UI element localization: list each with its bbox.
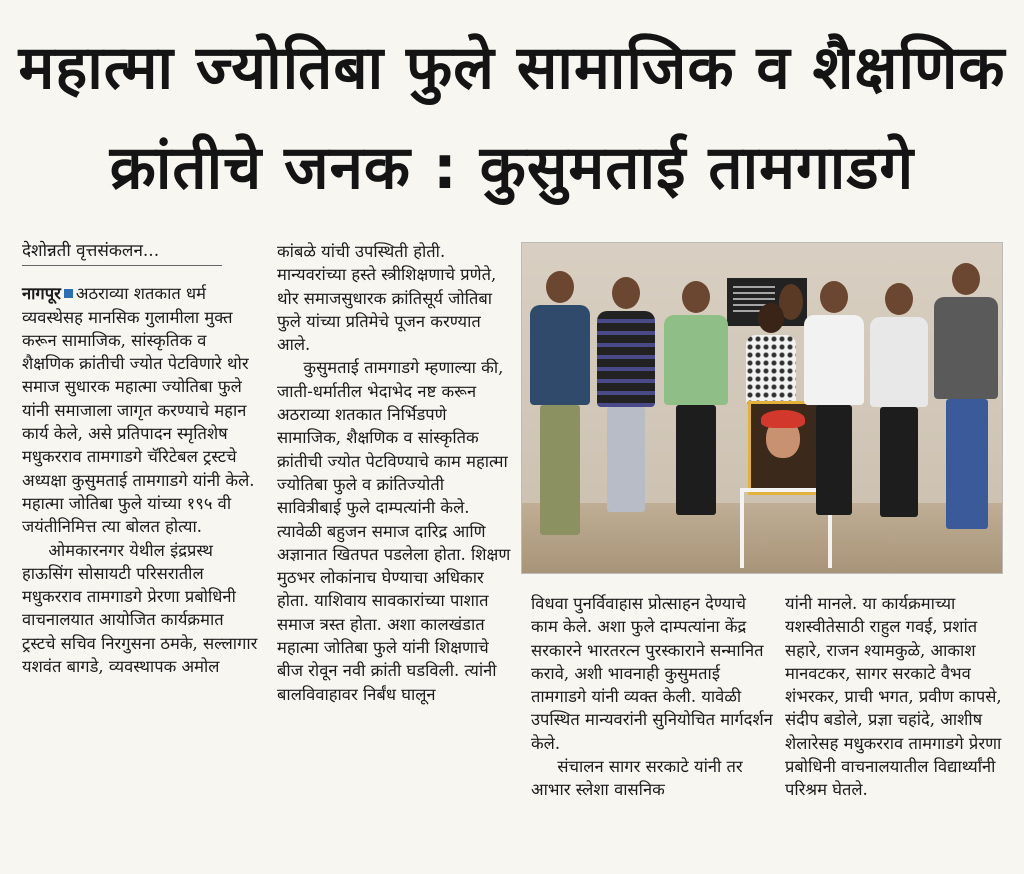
article-column-3: [531, 592, 773, 802]
article-paragraph: यांनी मानले. या कार्यक्रमाच्या यशस्वीतेसाठी राहुल गवई, प्रशांत सहारे, राजन श्यामकुळे, आकाश मानवटकर, सागर सरकाटे वैभव शंभरकर, प्राची भगत, प्रवीण कापसे, संदीप बडोले, प्रज्ञा चहांदे, आशीष शेलारेसह मधुकरराव तामगाडगे प्रेरणा प्रबोधिनी वाचनालयातील विद्यार्थ्यांनी परिश्रम घेतले.: [785, 594, 1002, 800]
person-figure: [530, 271, 590, 561]
article-paragraph: ओमकारनगर येथील इंद्रप्रस्थ हाऊसिंग सोसायटी परिसरातील मधुकरराव तामगाडगे प्रेरणा प्रबोधिनी वाचनालयात आयोजित कार्यक्रमात ट्रस्टचे सचिव निरगुसना ठमके, सल्लागार यशवंत बागडे, व्यवस्थापक अमोल: [22, 540, 258, 677]
article-paragraph: कुसुमताई तामगाडगे म्हणाल्या की, जाती-धर्मातील भेदाभेद नष्ट करून अठराव्या शतकात निर्भिडपणे सामाजिक, शैक्षणिक व सांस्कृतिक क्रांतीची ज्योत पेटविण्याचे काम महात्मा ज्योतिबा फुले व क्रांतिज्योती सावित्रीबाई फुले दाम्पत्यांनी केले. त्यावेळी बहुजन समाज दारिद्र आणि अज्ञानात खितपत पडलेला होता. शिक्षण मुठभर लोकांनाच घेण्याचा अधिकार होता. याशिवाय सावकारांच्या पाशात समाज त्रस्त होता. अशा कालखंडात महात्मा जोतिबा फुले यांनी शिक्षणाचे बीज रोवून नवी क्रांती घडविली. त्यांनी बालविवाहावर निर्बंध घालून: [277, 358, 511, 704]
article-column-1: [22, 240, 260, 678]
person-figure: [870, 283, 928, 533]
byline: देशोन्नती वृत्तसंकलन...: [22, 240, 260, 266]
article-paragraph: संचालन सागर सरकाटे यांनी तर आभार स्लेशा वासनिक: [531, 757, 743, 800]
portrait-turban: [761, 410, 805, 428]
article-column-4: [785, 592, 1010, 802]
person-figure: [934, 263, 998, 558]
paragraph-text: अठराव्या शतकात धर्म व्यवस्थेसह मानसिक गुलामीला मुक्त करून सामाजिक, सांस्कृतिक व शैक्षणिक क्रांतीची ज्योत पेटविणारे थोर समाज सुधारक महात्मा ज्योतिबा फुले यांनी समाजाला जागृत करण्याचे महान कार्य केले, असे प्रतिपादन स्मृतिशेष मधुकरराव तामगाडगे चॅरिटेबल ट्रस्टचे अध्यक्षा कुसुमताई तामगाडगे यांनी केले. महात्मा जोतिबा फुले यांच्या १९५ वी जयंतीनिमित्त त्या बोलत होत्या.: [22, 284, 255, 537]
headline-line-2: क्रांतीचे जनक : कुसुमताई तामगाडगे: [109, 133, 915, 203]
square-marker-icon: [64, 289, 73, 298]
person-figure: [804, 281, 864, 536]
person-figure: [664, 281, 728, 536]
article-paragraph: [22, 282, 260, 538]
article-column-2: [277, 240, 512, 706]
article-paragraph: विधवा पुनर्विवाहास प्रोत्साहन देण्याचे काम केले. अशा फुले दाम्पत्यांना केंद्र सरकारने भारतरत्न पुरस्काराने सन्मानित करावे, अशी भावनाही कुसुमताई तामगाडगे यांनी व्यक्त केली. यावेळी उपस्थित मान्यवरांनी सुनियोचित मार्गदर्शन केले.: [531, 594, 773, 753]
dateline: नागपूर: [22, 284, 61, 304]
news-photo: [521, 242, 1003, 574]
article-paragraph: कांबळे यांची उपस्थिती होती. मान्यवरांच्या हस्ते स्त्रीशिक्षणाचे प्रणेते, थोर समाजसुधारक क्रांतिसूर्य जोतिबा फुले यांच्या प्रतिमेचे पूजन करण्यात आले.: [277, 242, 497, 355]
person-figure: [597, 277, 655, 537]
headline-line-1: महात्मा ज्योतिबा फुले सामाजिक व शैक्षणिक: [18, 33, 1006, 103]
